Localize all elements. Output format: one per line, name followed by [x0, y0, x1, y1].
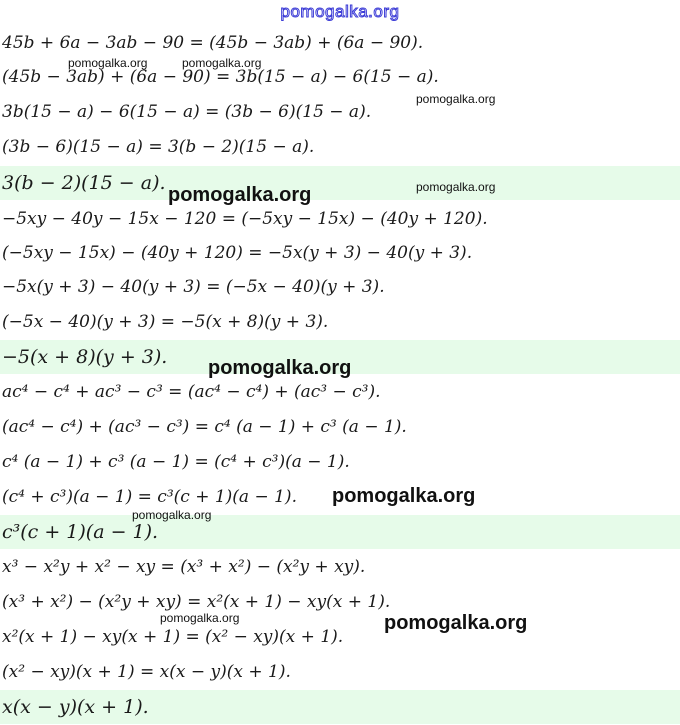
watermark: pomogalka.org [168, 184, 312, 206]
math-line: −5x(y + 3) − 40(y + 3) = (−5x − 40)(y + 3). [2, 277, 385, 297]
math-line: −5xy − 40y − 15x − 120 = (−5xy − 15x) − (40y + 120). [2, 209, 488, 229]
math-line: ac⁴ − c⁴ + ac³ − c³ = (ac⁴ − c⁴) + (ac³ − c³). [2, 382, 381, 402]
watermark: pomogalka.org [384, 612, 528, 634]
math-line: x³ − x²y + x² − xy = (x³ + x²) − (x²y + xy). [2, 557, 366, 577]
site-title: pomogalka.org [280, 2, 400, 21]
answer-line: −5(x + 8)(y + 3). [0, 340, 680, 374]
watermark: pomogalka.org [332, 485, 476, 507]
math-line: (45b − 3ab) + (6a − 90) = 3b(15 − a) − 6(15 − a). [2, 67, 439, 87]
answer-line: 3(b − 2)(15 − a). [0, 166, 680, 200]
math-line: (−5xy − 15x) − (40y + 120) = −5x(y + 3) − 40(y + 3). [2, 243, 473, 263]
math-line: (c⁴ + c³)(a − 1) = c³(c + 1)(a − 1). [2, 487, 297, 507]
site-header [0, 0, 680, 28]
watermark: pomogalka.org [182, 56, 262, 70]
math-line: (x³ + x²) − (x²y + xy) = x²(x + 1) − xy(x + 1). [2, 592, 391, 612]
math-line: (−5x − 40)(y + 3) = −5(x + 8)(y + 3). [2, 312, 329, 332]
answer-line: x(x − y)(x + 1). [0, 690, 680, 724]
watermark: pomogalka.org [416, 180, 496, 194]
answer-line: c³(c + 1)(a − 1). [0, 515, 680, 549]
math-line: (3b − 6)(15 − a) = 3(b − 2)(15 − a). [2, 137, 315, 157]
math-line: x²(x + 1) − xy(x + 1) = (x² − xy)(x + 1). [2, 627, 344, 647]
watermark: pomogalka.org [68, 56, 148, 70]
math-line: 45b + 6a − 3ab − 90 = (45b − 3ab) + (6a − 90). [2, 33, 424, 53]
math-line: 3b(15 − a) − 6(15 − a) = (3b − 6)(15 − a). [2, 102, 372, 122]
math-line: (x² − xy)(x + 1) = x(x − y)(x + 1). [2, 662, 291, 682]
watermark: pomogalka.org [132, 508, 212, 522]
math-line: (ac⁴ − c⁴) + (ac³ − c³) = c⁴ (a − 1) + c³ (a − 1). [2, 417, 407, 437]
math-line: c⁴ (a − 1) + c³ (a − 1) = (c⁴ + c³)(a − 1). [2, 452, 350, 472]
watermark: pomogalka.org [416, 92, 496, 106]
watermark: pomogalka.org [160, 611, 240, 625]
watermark: pomogalka.org [208, 357, 352, 379]
